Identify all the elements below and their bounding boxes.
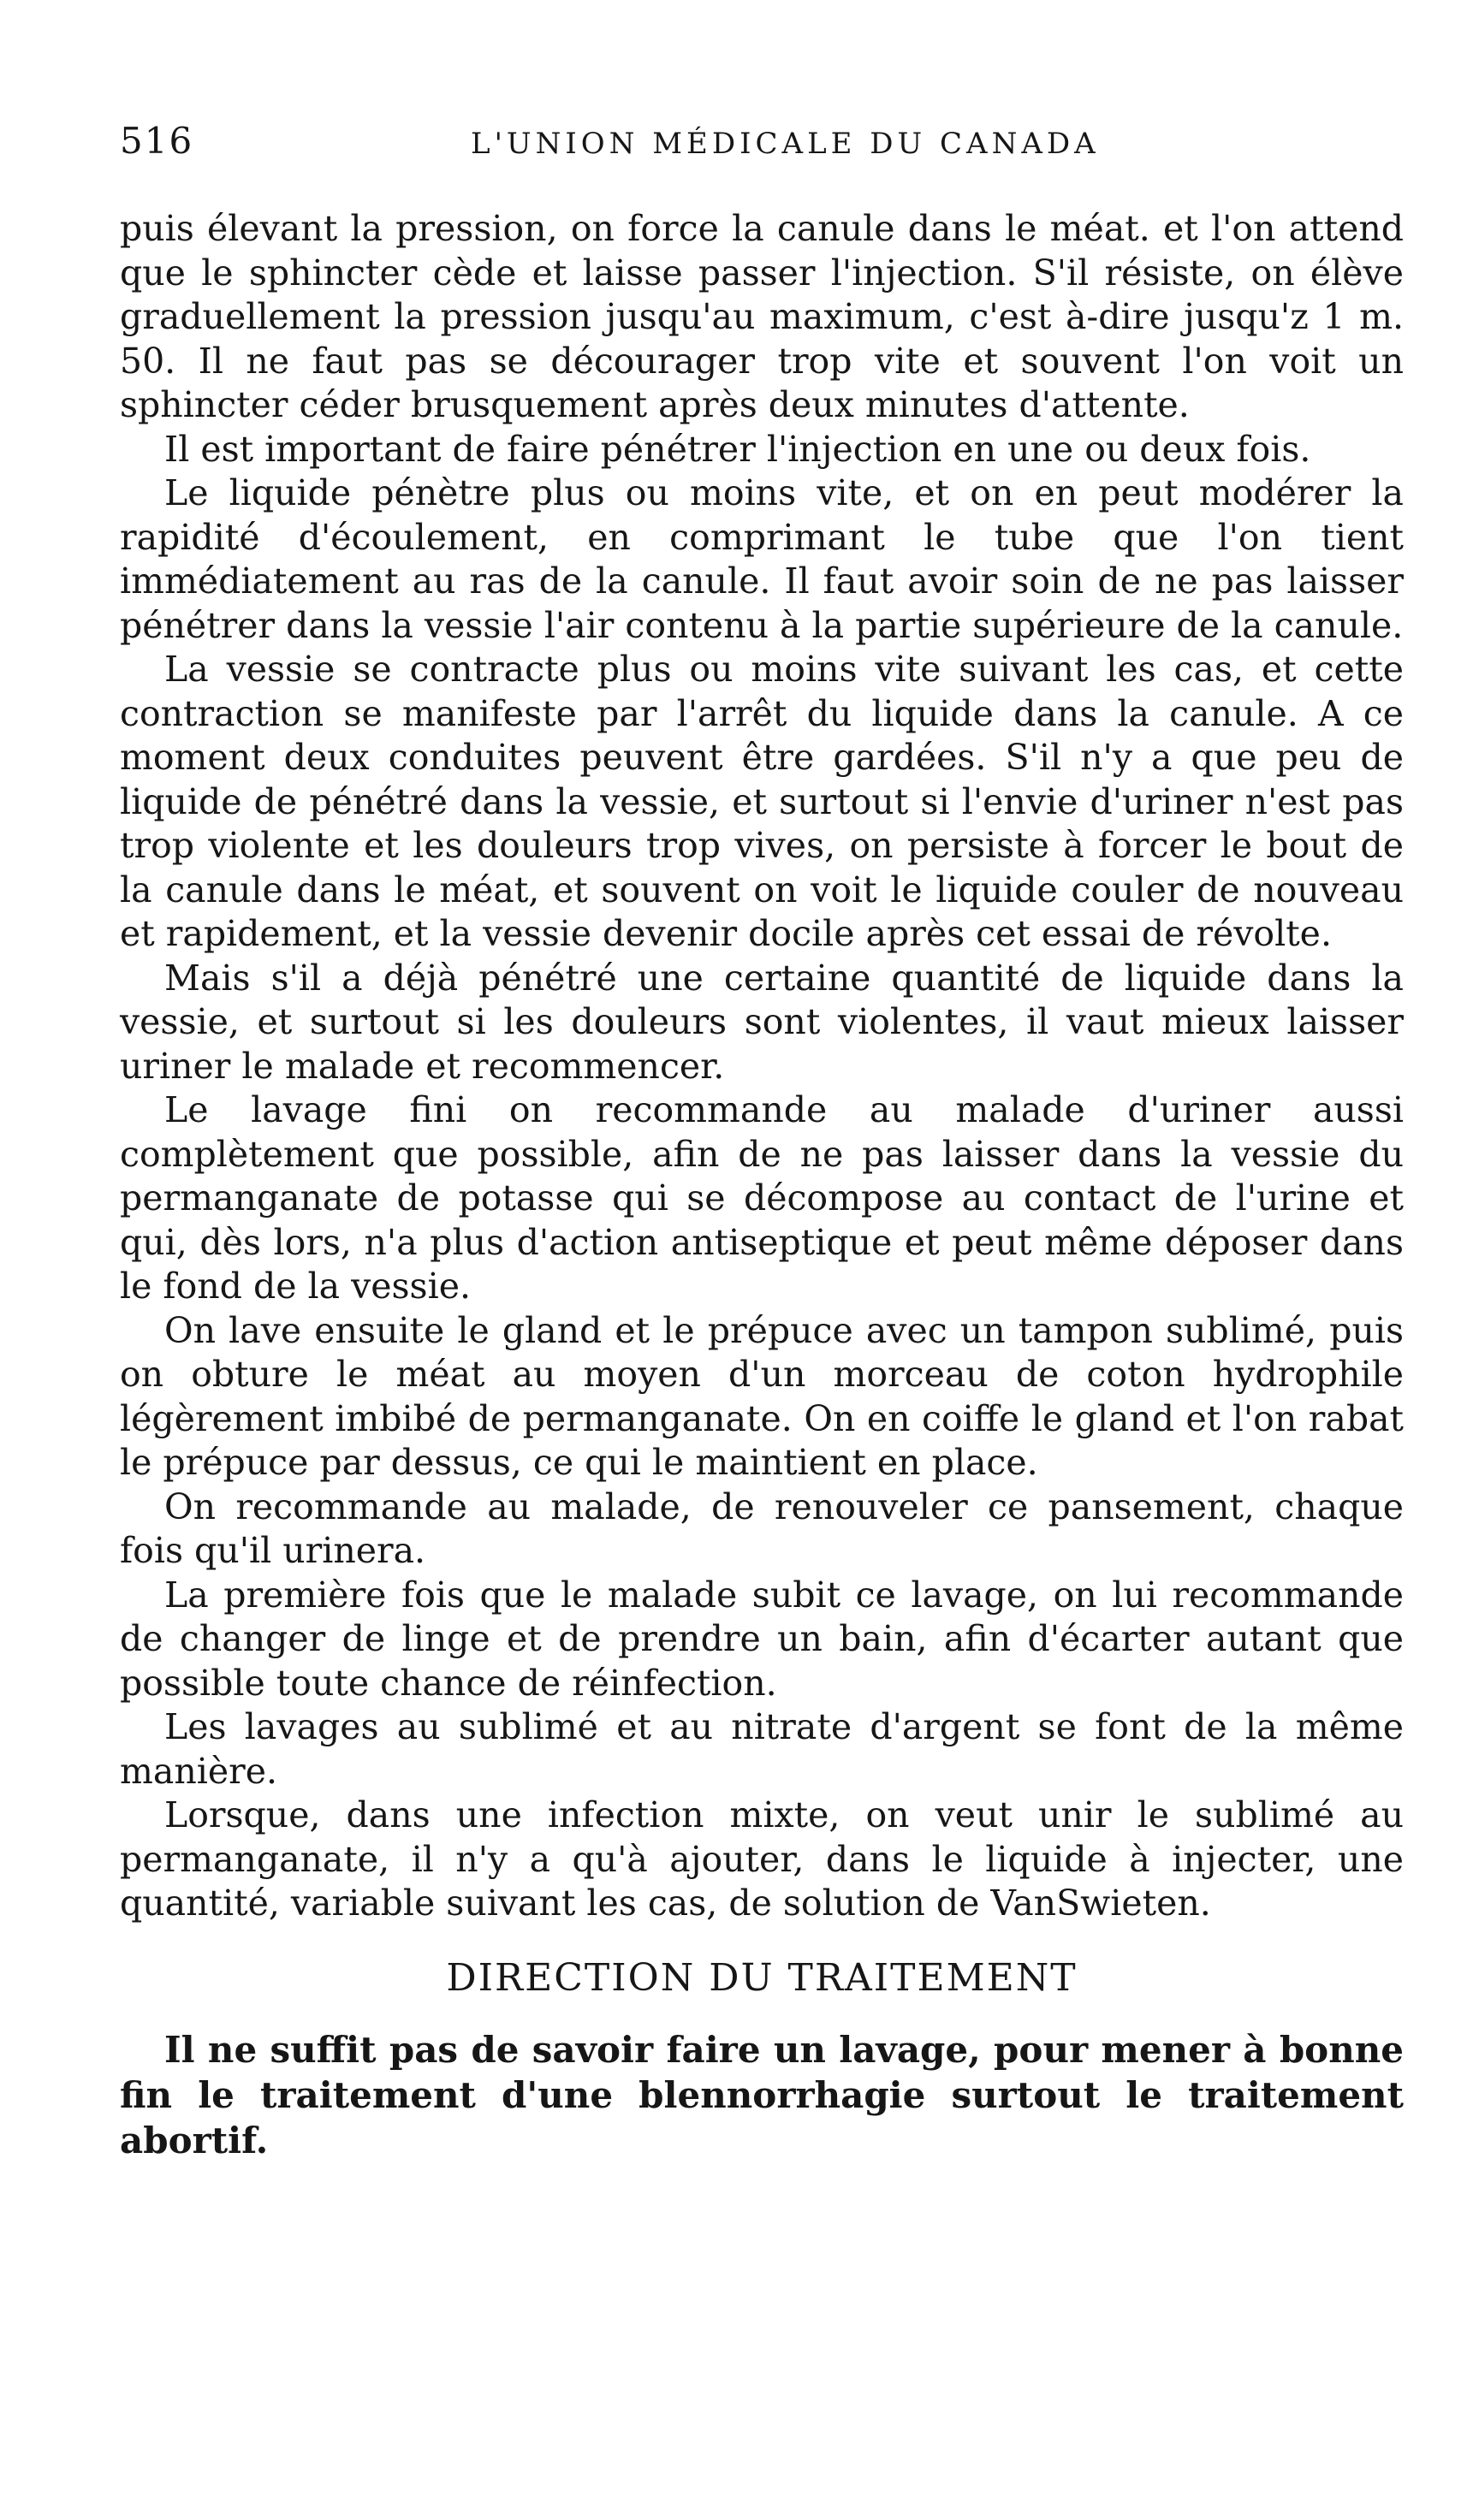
- section-body: [120, 2027, 1404, 2163]
- paragraph: Lorsque, dans une infection mixte, on veut unir le sublimé au permanganate, il n'y a qu'à ajouter, dans le liquide à injecter, une quantité, variable suivant les cas, de solution de VanSwieten.: [120, 1794, 1404, 1924]
- page-number: 516: [120, 120, 194, 162]
- paragraph: Il est important de faire pénétrer l'injection en une ou deux fois.: [164, 428, 1311, 470]
- paragraph: On lave ensuite le gland et le prépuce avec un tampon sublimé, puis on obture le méat au moyen d'un morceau de coton hydrophile légèrement imbibé de permanganate. On en coiffe le gland et l'on rabat le prépuce par dessus, ce qui le maintient en place.: [120, 1309, 1404, 1483]
- paragraph: Mais s'il a déjà pénétré une certaine quantité de liquide dans la vessie, et surtout si les douleurs sont violentes, il vaut mieux laisser uriner le malade et recommencer.: [120, 957, 1404, 1087]
- journal-title: L'UNION MÉDICALE DU CANADA: [471, 127, 1100, 161]
- body-text: [120, 207, 1404, 1926]
- paragraph: La première fois que le malade subit ce lavage, on lui recommande de changer de linge et de prendre un bain, afin d'écarter autant que possible toute chance de réinfection.: [120, 1574, 1404, 1704]
- paragraph: Il ne suffit pas de savoir faire un lavage, pour mener à bonne fin le traitement d'une blennorrhagie surtout le traitement abortif.: [120, 2028, 1404, 2161]
- page-content: [120, 120, 1404, 2163]
- paragraph: Le lavage fini on recommande au malade d'uriner aussi complètement que possible, afin de ne pas laisser dans la vessie du permanganate de potasse qui se décompose au contact de l'urine et qui, dès lors, n'a plus d'action antiseptique et peut même déposer dans le fond de la vessie.: [120, 1089, 1404, 1307]
- paragraph: puis élevant la pression, on force la canule dans le méat. et l'on attend que le sphincter cède et laisse passer l'injection. S'il résiste, on élève graduellement la pression jusqu'au maximum, c'est à-dire jusqu'z 1 m. 50. Il ne faut pas se décourager trop vite et souvent l'on voit un sphincter céder brusquement après deux minutes d'attente.: [120, 208, 1404, 425]
- running-head: [120, 120, 1404, 171]
- paragraph: Le liquide pénètre plus ou moins vite, et on en peut modérer la rapidité d'écoulement, en comprimant le tube que l'on tient immédiatement au ras de la canule. Il faut avoir soin de ne pas laisser pénétrer dans la vessie l'air contenu à la partie supérieure de la canule.: [120, 472, 1404, 646]
- paragraph: Les lavages au sublimé et au nitrate d'argent se font de la même manière.: [120, 1706, 1404, 1792]
- paragraph: La vessie se contracte plus ou moins vite suivant les cas, et cette contraction se manifeste par l'arrêt du liquide dans la canule. A ce moment deux conduites peuvent être gardées. S'il n'y a que peu de liquide de pénétré dans la vessie, et surtout si l'envie d'uriner n'est pas trop violente et les douleurs trop vives, on persiste à forcer le bout de la canule dans le méat, et souvent on voit le liquide couler de nouveau et rapidement, et la vessie devenir docile après cet essai de révolte.: [120, 649, 1404, 954]
- section-heading: DIRECTION DU TRAITEMENT: [446, 1955, 1078, 2000]
- paragraph: On recommande au malade, de renouveler ce pansement, chaque fois qu'il urinera.: [120, 1485, 1404, 1571]
